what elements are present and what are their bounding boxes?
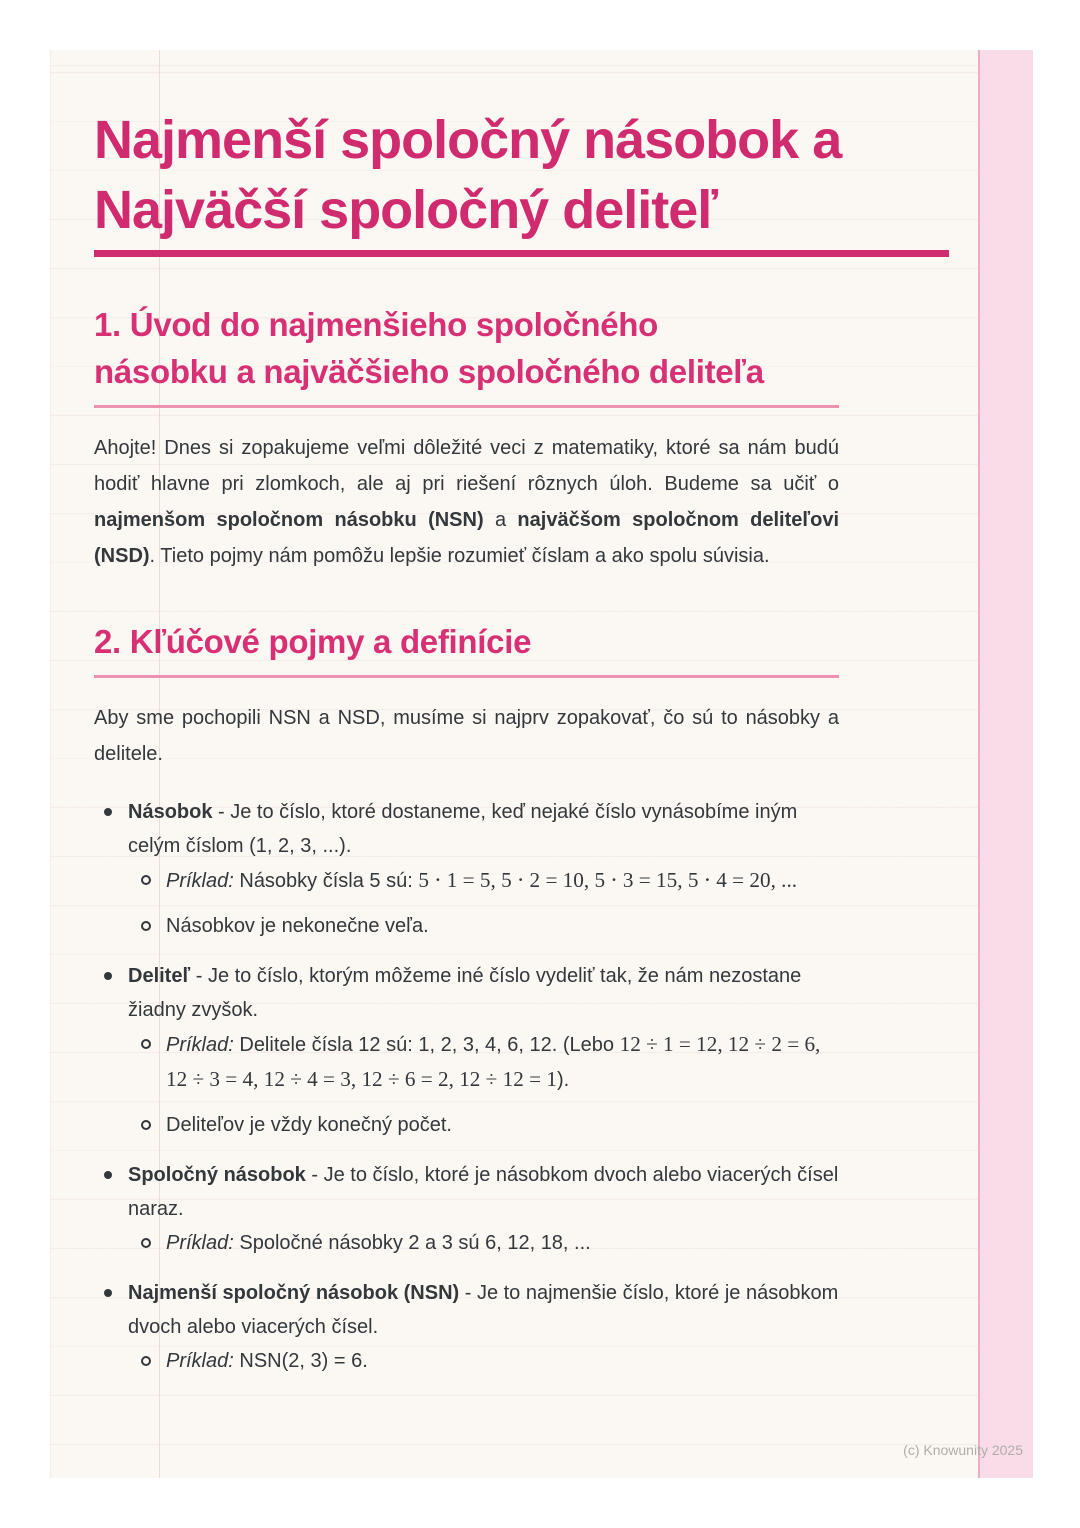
definitions-paragraph xyxy=(94,700,839,772)
list-item-nasobok xyxy=(128,795,839,943)
document-content xyxy=(94,105,842,1394)
section-2-heading: 2. Kľúčové pojmy a definície xyxy=(94,623,532,660)
document-page xyxy=(50,50,1033,1478)
list-item-delitel xyxy=(128,959,839,1142)
text-run: Aby sme pochopili NSN a NSD, musíme si najprv zopakovať, čo sú to násobky a delitele. xyxy=(94,707,839,765)
sub-list-item xyxy=(166,863,839,898)
text-run: - Je to najmenšie číslo, ktoré je násobkom dvoch alebo viacerých čísel. xyxy=(128,1282,839,1338)
text-run: - Je to číslo, ktoré dostaneme, keď nejaké číslo vynásobíme iným celým číslom (1, 2, 3, ...). xyxy=(128,801,798,857)
sub-list-item-text xyxy=(166,1027,839,1097)
section-definitions xyxy=(94,618,839,1378)
list-item-text xyxy=(128,1276,839,1344)
sub-list xyxy=(128,1027,839,1142)
list-item-text xyxy=(128,1158,839,1226)
text-run: najväčšom spoločnom deliteľovi (NSD) xyxy=(94,509,839,567)
document-title xyxy=(94,105,994,245)
sub-list-item xyxy=(166,1027,839,1097)
text-run: Delitele čísla 12 sú: 1, 2, 3, 4, 6, 12. (Lebo xyxy=(233,1034,620,1056)
list-item-nsn xyxy=(128,1276,839,1378)
section-1-divider xyxy=(94,405,839,408)
list-item-text xyxy=(128,795,839,863)
section-1-heading: 1. Úvod do najmenšieho spoločného násobku a najväčšieho spoločného deliteľa xyxy=(94,306,764,390)
list-item-spolocny-nasobok xyxy=(128,1158,839,1260)
text-run: Násobok xyxy=(128,801,213,823)
text-run: - Je to číslo, ktoré je násobkom dvoch alebo viacerých čísel naraz. xyxy=(128,1164,839,1220)
notebook-side-strip xyxy=(978,50,1033,1478)
text-run: ). xyxy=(556,1069,570,1091)
text-run: Príklad: xyxy=(166,1350,234,1372)
text-run: Deliteľ xyxy=(128,965,191,987)
section-2-divider xyxy=(94,675,839,678)
definitions-list xyxy=(94,795,839,1378)
sub-list xyxy=(128,1226,839,1260)
sub-list-item-text xyxy=(166,909,839,943)
text-run: Ahojte! Dnes si zopakujeme veľmi dôležité veci z matematiky, ktoré sa nám budú hodiť hlavne pri zlomkoch, ale aj pri riešení rôznych úloh. Budeme sa učiť o xyxy=(94,437,839,495)
title-divider xyxy=(94,250,949,257)
text-run: - Je to číslo, ktorým môžeme iné číslo vydeliť tak, že nám nezostane žiadny zvyšok. xyxy=(128,965,802,1021)
title-line-1: Najmenší spoločný násobok a xyxy=(94,110,842,170)
sub-list xyxy=(128,1344,839,1378)
text-run: Najmenší spoločný násobok (NSN) xyxy=(128,1282,460,1304)
text-run: Násobky čísla 5 sú: xyxy=(233,870,419,892)
text-run: Spoločný násobok xyxy=(128,1164,306,1186)
watermark: (c) Knowunity 2025 xyxy=(903,1442,1023,1458)
sub-list-item xyxy=(166,1226,839,1260)
sub-list xyxy=(128,863,839,943)
text-run: Násobkov je nekonečne veľa. xyxy=(166,915,429,937)
text-run: Príklad: xyxy=(166,1034,234,1056)
text-run: najmenšom spoločnom násobku (NSN) xyxy=(94,509,484,531)
text-run: Príklad: xyxy=(166,1232,234,1254)
title-line-2: Najväčší spoločný deliteľ xyxy=(94,180,718,240)
text-run: a xyxy=(483,509,518,531)
text-run: 5 ⋅ 1 = 5, 5 ⋅ 2 = 10, 5 ⋅ 3 = 15, 5 ⋅ 4 = 20, ... xyxy=(418,868,798,892)
sub-list-item-text xyxy=(166,1226,839,1260)
sub-list-item-text xyxy=(166,863,839,898)
text-run: NSN(2, 3) = 6. xyxy=(233,1350,368,1372)
sub-list-item xyxy=(166,1108,839,1142)
text-run: . Tieto pojmy nám pomôžu lepšie rozumieť číslam a ako spolu súvisia. xyxy=(149,545,770,567)
sub-list-item-text xyxy=(166,1108,839,1142)
intro-paragraph xyxy=(94,430,839,574)
text-run: 12 ÷ 1 = 12, 12 ÷ 2 = 6, 12 ÷ 3 = 4, 12 ÷ 4 = 3, 12 ÷ 6 = 2, 12 ÷ 12 = 1 xyxy=(166,1032,821,1091)
sub-list-item xyxy=(166,1344,839,1378)
list-item-text xyxy=(128,959,839,1027)
text-run: Deliteľov je vždy konečný počet. xyxy=(166,1114,452,1136)
sub-list-item xyxy=(166,909,839,943)
section-intro xyxy=(94,301,839,574)
text-run: Príklad: xyxy=(166,870,234,892)
sub-list-item-text xyxy=(166,1344,839,1378)
text-run: Spoločné násobky 2 a 3 sú 6, 12, 18, ... xyxy=(233,1232,591,1254)
